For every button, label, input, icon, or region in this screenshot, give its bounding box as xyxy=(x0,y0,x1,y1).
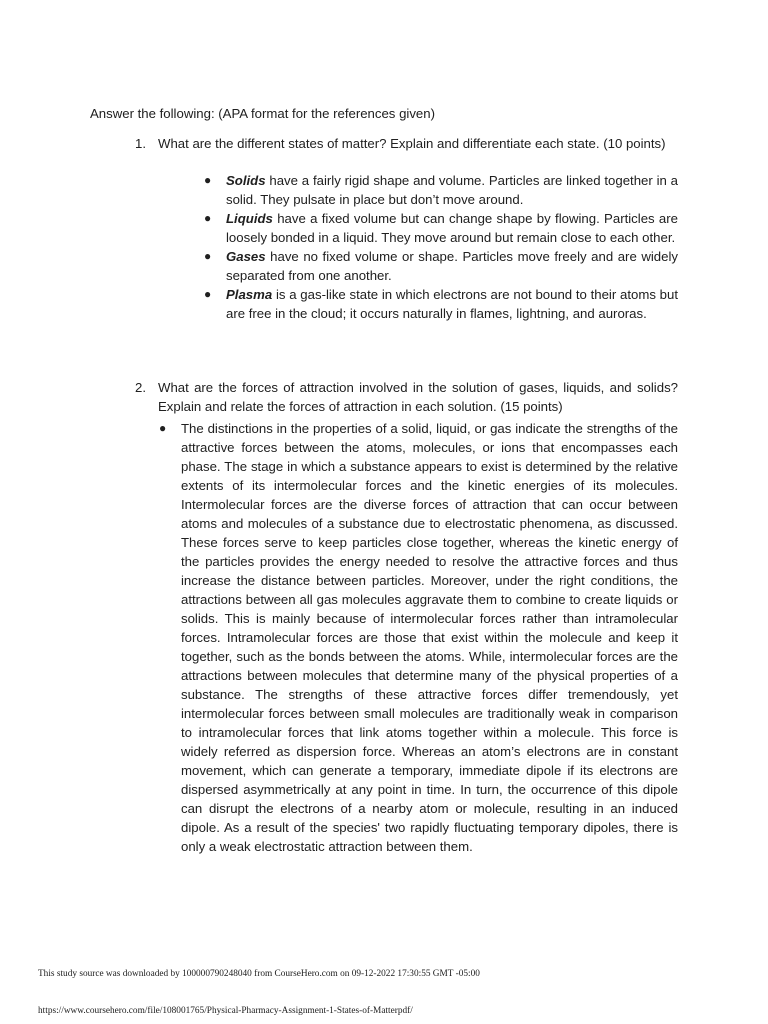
list-item xyxy=(204,171,678,209)
term-plasma: Plasma xyxy=(226,287,273,302)
term-gases: Gases xyxy=(226,249,266,264)
definition-gases: have no fixed volume or shape. Particles move freely and are widely separated from one another. xyxy=(226,249,678,283)
definition-liquids: have a fixed volume but can change shape by flowing. Particles are loosely bonded in a liquid. They move around but remain close to each other. xyxy=(226,211,678,245)
list-item xyxy=(159,419,678,856)
bullet-icon: ● xyxy=(204,173,212,187)
question-1-text: What are the different states of matter? Explain and differentiate each state. (10 points) xyxy=(158,136,666,151)
source-url[interactable]: https://www.coursehero.com/file/108001765/Physical-Pharmacy-Assignment-1-States-of-Matterpdf/ xyxy=(38,1006,413,1016)
definition-solids: have a fairly rigid shape and volume. Particles are linked together in a solid. They pulsate in place but don’t move around. xyxy=(226,173,678,207)
question-1 xyxy=(135,134,678,153)
list-item xyxy=(204,209,678,247)
question-2-number: 2. xyxy=(135,380,146,395)
bullet-icon: ● xyxy=(204,211,212,225)
intro-instruction: Answer the following: (APA format for the references given) xyxy=(90,106,435,121)
term-liquids: Liquids xyxy=(226,211,273,226)
list-item xyxy=(204,285,678,323)
list-item xyxy=(204,247,678,285)
term-solids: Solids xyxy=(226,173,266,188)
bullet-icon: ● xyxy=(204,249,212,263)
question-1-answer-list xyxy=(204,171,678,323)
question-2-text: What are the forces of attraction involved in the solution of gases, liquids, and solids? Explain and relate the forces of attraction in each solution. (15 points) xyxy=(158,380,678,414)
bullet-icon: ● xyxy=(204,287,212,301)
question-2 xyxy=(135,378,678,416)
download-notice: This study source was downloaded by 100000790248040 from CourseHero.com on 09-12-2022 17:30:55 GMT -05:00 xyxy=(38,969,480,979)
question-1-number: 1. xyxy=(135,136,146,151)
answer-2-paragraph: The distinctions in the properties of a solid, liquid, or gas indicate the strengths of the attractive forces between the atoms, molecules, or ions that encompasses each phase. The stage in which a substance appears to exist is determined by the relative extents of its intermolecular forces and the kinetic energies of its molecules. Intermolecular forces are the diverse forces of attraction that can occur between atoms and molecules of a substance due to electrostatic phenomena, as discussed. These forces serve to keep particles close together, whereas the kinetic energy of the particles provides the energy needed to resolve the attractive forces and thus increase the distance between particles. Moreover, under the right conditions, the attractions between all gas molecules aggravate them to combine to create liquids or solids. This is mainly because of intermolecular forces rather than intramolecular forces. Intramolecular forces are those that exist within the molecule and keep it together, such as the bonds between the atoms. While, intermolecular forces are the attractions between molecules that determine many of the physical properties of a substance. The strengths of these attractive forces differ tremendously, yet intermolecular forces between small molecules are traditionally weak in comparison to intramolecular forces that link atoms together within a molecule. This force is widely referred as dispersion force. Whereas an atom’s electrons are in constant movement, which can generate a temporary, immediate dipole if its electrons are dispersed asymmetrically at any point in time. In turn, the occurrence of this dipole can disrupt the electrons of a nearby atom or molecule, resulting in an induced dipole. As a result of the species' two rapidly fluctuating temporary dipoles, there is only a weak electrostatic attraction between them. xyxy=(181,421,678,854)
question-2-answer-list xyxy=(159,419,678,856)
bullet-icon: ● xyxy=(159,421,167,435)
definition-plasma: is a gas-like state in which electrons are not bound to their atoms but are free in the cloud; it occurs naturally in flames, lightning, and auroras. xyxy=(226,287,678,321)
